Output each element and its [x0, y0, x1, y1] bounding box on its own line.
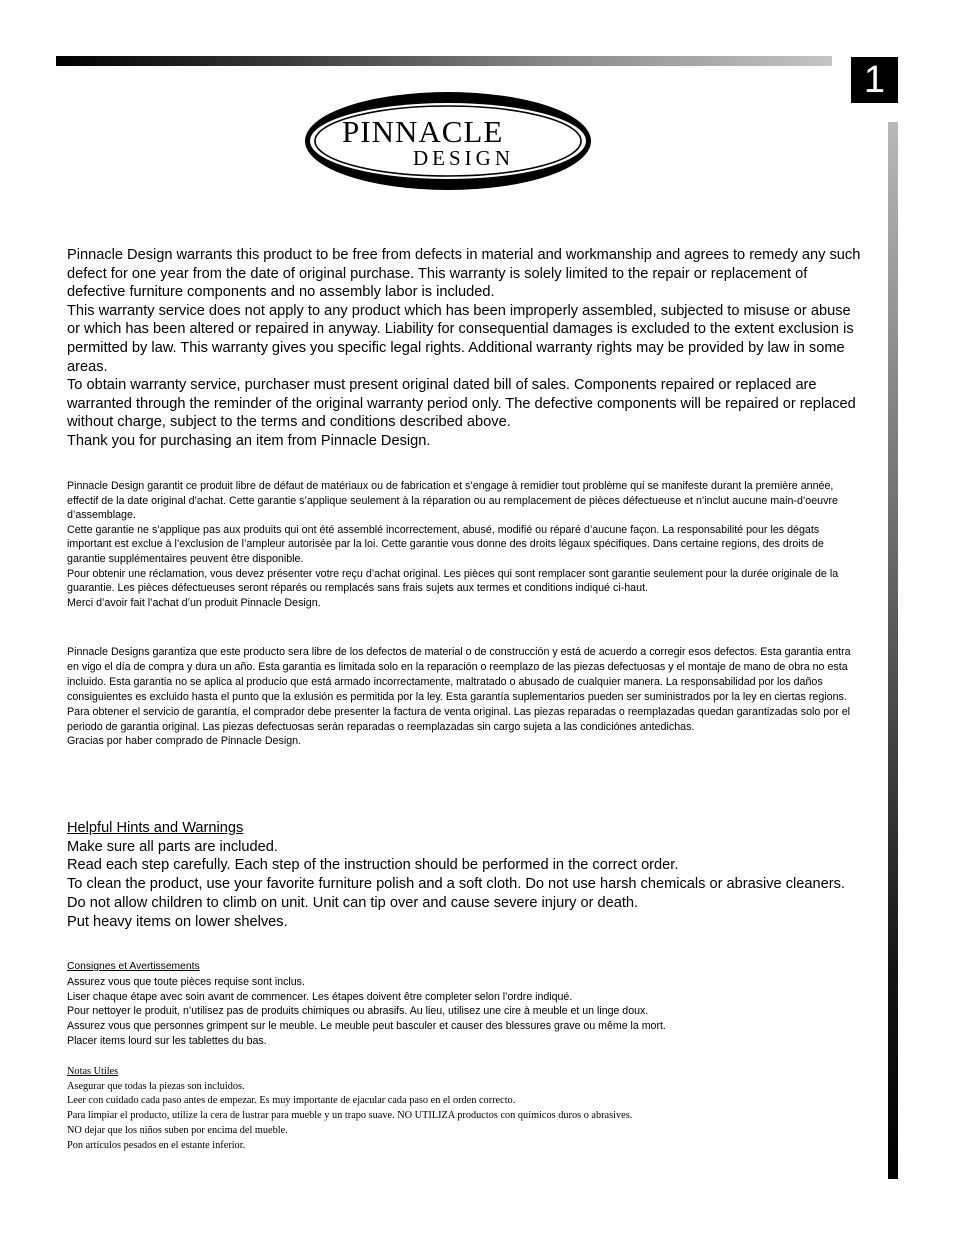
warranty-en-paragraph: Thank you for purchasing an item from Pinnacle Design. — [67, 432, 431, 449]
hint-item: Pour nettoyer le produit, n’utilisez pas de produits chimiques ou abrasifs. Au lieu, utilisez une cire à meuble et un linge doux. — [67, 1005, 649, 1018]
hint-item: Leer con cuidado cada paso antes de empezar. Es muy importante de ejacular cada paso en el orden correcto. — [67, 1095, 516, 1107]
logo-graphic — [300, 86, 596, 196]
hint-item: Do not allow children to climb on unit. Unit can tip over and cause severe injury or death. — [67, 894, 639, 911]
logo-text-pinnacle: PINNACLE — [342, 114, 504, 149]
pinnacle-design-logo — [300, 86, 596, 196]
hints-english — [67, 819, 862, 931]
hint-item: Assurez vous que personnes grimpent sur le meuble. Le meuble peut basculer et causer des blessures grave ou même la mort. — [67, 1020, 666, 1033]
warranty-es-paragraph: Pinnacle Designs garantiza que este producto sera libre de los defectos de material o de construcción y está de acuerdo a corregir esos defectos. Esta garantia entra en vigo el día de compra y dura un año. Esta garantia es limitada solo en la reparación o reemplazo de las piezas defectuosas y el montaje de mano de obra no esta incluido. Esta garantia no se aplica al producio que está armado incorrectamente, maltratado o abusado de cualquier manera. La responsabilidad por los daños consiguientes es excluido hasta el punto que la exlusión es permitida por la ley. Esta garantía suplementarios pueden ser suministrados por la ley en ciertas regions. Para obtener el servicio de garantía, el comprador debe presenter la factura de venta original. Las piezas reparadas o reemplazadas quedan garantizadas solo por el periodo de garantia original. Las piezas defectuosas serán reparadas o reemplazadas sin cargo sujeta a las condiciónes antedichas. — [67, 646, 851, 733]
hint-item: Pon artículos pesados en el estante inferior. — [67, 1139, 246, 1151]
hints-spanish — [67, 1065, 862, 1153]
warranty-english — [67, 246, 862, 451]
logo-text-design: DESIGN — [413, 146, 514, 170]
warranty-es-paragraph: Gracias por haber comprado de Pinnacle Design. — [67, 735, 302, 748]
hint-item: Asegurar que todas la piezas son incluidos. — [67, 1080, 245, 1092]
side-gradient-bar — [888, 122, 898, 1179]
hints-french — [67, 960, 862, 1049]
warranty-french — [67, 479, 862, 610]
warranty-fr-paragraph: Merci d’avoir fait l’achat d’un produit Pinnacle Design. — [67, 596, 321, 609]
hint-item: Placer items lourd sur les tablettes du bas. — [67, 1034, 267, 1047]
warranty-spanish — [67, 645, 862, 749]
hint-item: To clean the product, use your favorite furniture polish and a soft cloth. Do not use harsh chemicals or abrasive cleaners. — [67, 876, 845, 893]
hint-item: NO dejar que los niños suben por encima del mueble. — [67, 1124, 288, 1136]
warranty-fr-paragraph: Pinnacle Design garantit ce produit libre de défaut de matériaux ou de fabrication et s’engage à remidier tout problème qui se manifeste durant la première année, effectif de la date original d’achat. Cette garantie s’applique seulement à la réparation ou au remplacement de pièces défectueuse et n’inclut aucune main-d’oeuvre d’assemblage. — [67, 480, 838, 522]
hints-es-title: Notas Utiles — [67, 1066, 119, 1077]
header-gradient-bar — [56, 56, 832, 66]
hint-item: Assurez vous que toute pièces requise sont inclus. — [67, 975, 305, 988]
warranty-en-paragraph: Pinnacle Design warrants this product to be free from defects in material and workmanship and agrees to remedy any such defect for one year from the date of original purchase. This warranty is solely limited to the repair or replacement of defective furniture components and no assembly labor is included. — [67, 247, 861, 301]
hint-item: Liser chaque étape avec soin avant de commencer. Les étapes doivent être completer selon l’ordre indiqué. — [67, 990, 573, 1003]
warranty-en-paragraph: This warranty service does not apply to any product which has been improperly assembled, subjected to misuse or abuse or which has been altered or repaired in anyway. Liability for consequential damages is excluded to the extent exclusion is permitted by law. This warranty gives you specific legal rights. Additional warranty rights may be provided by law in some areas. — [67, 302, 854, 375]
hint-item: Put heavy items on lower shelves. — [67, 913, 288, 930]
hints-fr-title: Consignes et Avertissements — [67, 961, 200, 972]
page-number: 1 — [851, 57, 898, 103]
hints-en-title: Helpful Hints and Warnings — [67, 820, 244, 836]
warranty-fr-paragraph: Cette garantie ne s’applique pas aux produits qui ont été assemblé incorrectement, abusé, modifié ou réparé d’aucune façon. La responsabilité pour les dégats important est exclue à l’exclusion de l’ampleur autorisée par la loi. Cette garantie vous donne des droits légaux spécifiques. Dans certaine regions, des droits de garantie supplémentaires peuvent être disponible. — [67, 523, 824, 565]
warranty-en-paragraph: To obtain warranty service, purchaser must present original dated bill of sales. Components repaired or replaced are warranted through the reminder of the original warranty period only. The defective components will be repaired or replaced without charge, subject to the terms and conditions described above. — [67, 377, 856, 431]
hint-item: Make sure all parts are included. — [67, 838, 278, 855]
hint-item: Read each step carefully. Each step of the instruction should be performed in the correct order. — [67, 857, 679, 874]
hint-item: Para limpiar el producto, utilize la cera de lustrar para mueble y un trapo suave. NO UTILIZA productos con químicos duros o abrasives. — [67, 1110, 633, 1122]
warranty-fr-paragraph: Pour obtenir une réclamation, vous devez présenter votre reçu d’achat original. Les pièces qui sont remplacer sont garantie seulement pour la durée originale de la guarantie. Les pièces défectueuses seront réparés ou remplacés sans frais sujets aux termes et conditions indiqué ci-haut. — [67, 567, 839, 595]
